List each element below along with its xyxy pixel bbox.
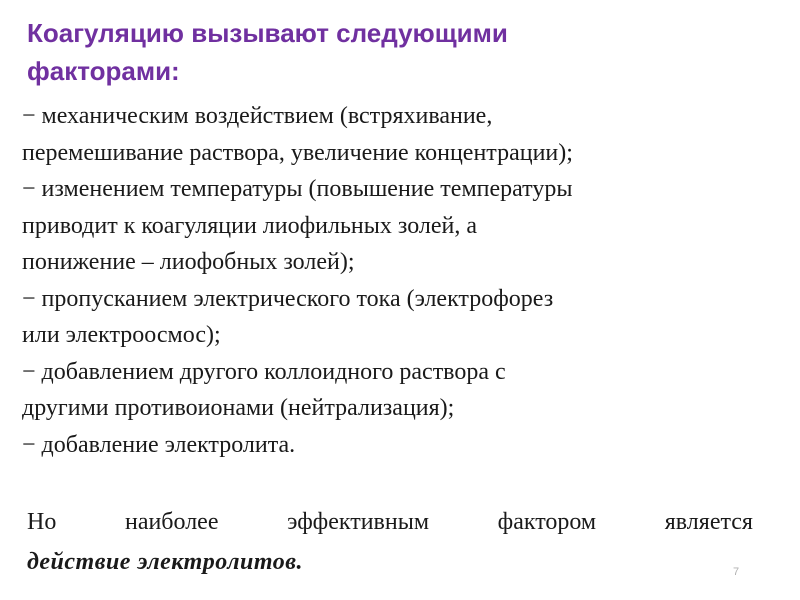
conclusion-paragraph	[27, 502, 753, 582]
conclusion-word: эффективным	[287, 509, 430, 535]
factor-line: − пропусканием электрического тока (электрофорез	[22, 285, 554, 312]
conclusion-word: наиболее	[124, 509, 219, 535]
factor-line: − добавление электролита.	[22, 431, 296, 458]
conclusion-word: является	[664, 509, 753, 535]
factor-line: или электроосмос);	[22, 322, 221, 348]
conclusion-line-2	[27, 542, 753, 582]
factor-line: − изменением температуры (повышение температуры	[22, 176, 573, 202]
slide-title-line-2: факторами:	[27, 56, 180, 86]
factor-line: другими противоионами (нейтрализация);	[22, 395, 455, 421]
page-number: 7	[733, 566, 740, 578]
factor-line: приводит к коагуляции лиофильных золей, а	[22, 212, 478, 239]
conclusion-word: фактором	[497, 509, 597, 535]
factor-line: понижение – лиофобных золей);	[22, 249, 355, 275]
factor-line: перемешивание раствора, увеличение концентрации);	[22, 139, 573, 166]
conclusion-word: Но	[27, 509, 57, 535]
factors-list	[22, 98, 762, 463]
conclusion-period: .	[296, 549, 303, 575]
factor-line: − механическим воздействием (встряхивание,	[22, 103, 493, 129]
conclusion-line-1	[27, 502, 753, 542]
slide-title-line-1: Коагуляцию вызывают следующими	[27, 18, 508, 48]
slide-title	[27, 14, 727, 90]
conclusion-emphasis: действие электролитов	[27, 549, 297, 575]
factor-line: − добавлением другого коллоидного раствора с	[22, 358, 506, 385]
